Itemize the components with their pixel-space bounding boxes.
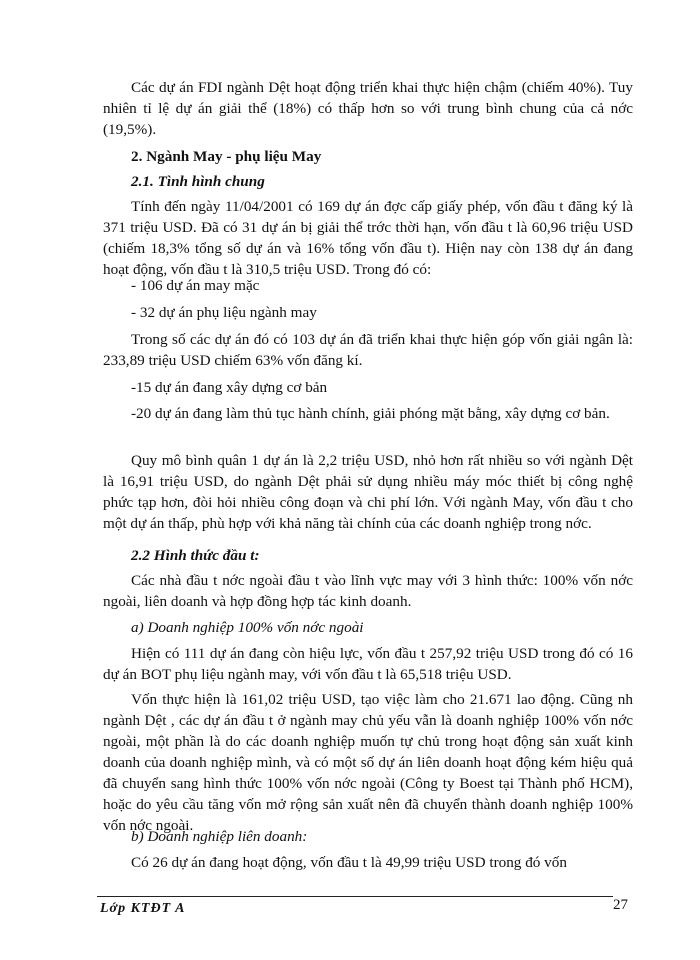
list-item-construction: -15 dự án đang xây dựng cơ bản (131, 379, 328, 396)
subsection-heading-investment-forms: 2.2 Hình thức đầu t: (131, 547, 260, 564)
list-item-accessory-projects: - 32 dự án phụ liệu ngành may (131, 304, 317, 321)
section-heading-garment: 2. Ngành May - phụ liệu May (131, 148, 322, 165)
list-item-garment-projects: - 106 dự án may mặc (131, 277, 260, 294)
footer-divider (97, 896, 613, 897)
paragraph-licensed-projects: Tính đến ngày 11/04/2001 có 169 dự án đợc cấp giấy phép, vốn đầu t đăng ký là 371 triệu USD. Đã có 31 dự án bị giải thể trớc thời hạn, vốn đầu t là 60,96 triệu USD (chiếm 18,3% tổng số dự án và 16% tổng vốn đầu t). Hiện nay còn 138 dự án đang hoạt động, vốn đầu t là 310,5 triệu USD. Trong đó có: (103, 198, 633, 278)
subsection-heading-overview: 2.1. Tình hình chung (131, 173, 265, 190)
paragraph-disbursement: Trong số các dự án đó có 103 dự án đã triển khai thực hiện góp vốn giải ngân là: 233,89 triệu USD chiếm 63% vốn đăng kí. (103, 331, 633, 369)
paragraph-three-forms: Các nhà đầu t nớc ngoài đầu t vào lĩnh vực may với 3 hình thức: 100% vốn nớc ngoài, liên doanh và hợp đồng hợp tác kinh doanh. (103, 572, 633, 610)
paragraph-average-scale: Quy mô bình quân 1 dự án là 2,2 triệu USD, nhỏ hơn rất nhiều so với ngành Dệt là 16,91 triệu USD, do ngành Dệt phải sử dụng nhiều máy móc thiết bị công nghệ phức tạp hơn, đòi hỏi nhiều công đoạn và chi phí lớn. Với ngành May, vốn đầu t cho một dự án thấp, phù hợp với khả năng tài chính của các doanh nghiệp trong nớc. (103, 452, 633, 532)
page-number: 27 (613, 897, 628, 913)
subheading-foreign-owned: a) Doanh nghiệp 100% vốn nớc ngoài (131, 619, 364, 636)
footer-class-label: Lớp KTĐT A (100, 901, 186, 916)
paragraph-valid-projects: Hiện có 111 dự án đang còn hiệu lực, vốn đầu t 257,92 triệu USD trong đó có 16 dự án BOT phụ liệu ngành may, với vốn đầu t là 65,518 triệu USD. (103, 645, 633, 683)
paragraph-admin-procedures: -20 dự án đang làm thủ tục hành chính, giải phóng mặt bằng, xây dựng cơ bản. (131, 405, 610, 422)
subheading-joint-venture: b) Doanh nghiệp liên doanh: (131, 828, 308, 845)
paragraph-fdi-textile: Các dự án FDI ngành Dệt hoạt động triển khai thực hiện chậm (chiếm 40%). Tuy nhiên tỉ lệ dự án giải thể (18%) có thấp hơn so với trung bình chung của cả nớc (19,5%). (103, 79, 633, 138)
paragraph-joint-venture-projects: Có 26 dự án đang hoạt động, vốn đầu t là 49,99 triệu USD trong đó vốn (131, 854, 567, 871)
paragraph-implemented-capital: Vốn thực hiện là 161,02 triệu USD, tạo việc làm cho 21.671 lao động. Cũng nh ngành Dệt , các dự án đầu t ở ngành may chủ yếu vẫn là doanh nghiệp 100% vốn nớc ngoài, một phần là do các doanh nghiệp muốn tự chủ trong hoạt động sản xuất kinh doanh của doanh nghiệp mình, và có một số dự án liên doanh hoạt động kém hiệu quả đã chuyển sang hình thức 100% vốn nớc ngoài (Công ty Boest tại Thành phố HCM), hoặc do yêu cầu tăng vốn mở rộng sản xuất nên đã chuyển thành doanh nghiệp 100% vốn nớc ngoài. (103, 691, 633, 834)
